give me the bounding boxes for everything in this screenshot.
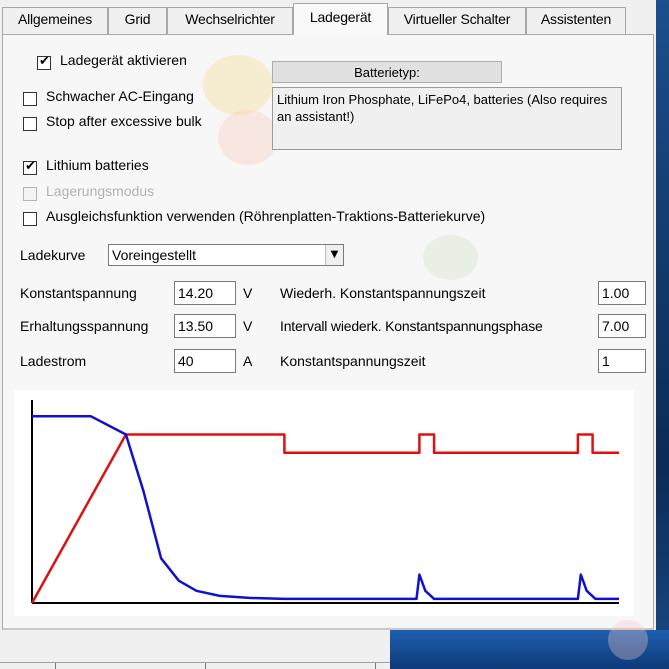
absorption-interval-input[interactable]: 7.00 xyxy=(598,314,646,338)
param-label-float-voltage: Erhaltungsspannung xyxy=(20,318,149,334)
voltage-curve-line xyxy=(32,435,619,604)
charge-curve-chart xyxy=(14,390,634,616)
float-voltage-input[interactable]: 13.50 xyxy=(174,314,236,338)
tab-wechselrichter[interactable]: Wechselrichter xyxy=(167,7,293,34)
param-label-absorption-interval: Intervall wiederk. Konstantspannungsphase xyxy=(280,318,543,334)
enable-charger-checkbox[interactable] xyxy=(37,56,51,70)
tab-ladegeraet[interactable]: Ladegerät xyxy=(293,3,388,35)
tab-assistenten[interactable]: Assistenten xyxy=(526,7,626,34)
weak-ac-label: Schwacher AC-Eingang xyxy=(46,88,194,104)
stop-bulk-checkbox[interactable] xyxy=(23,117,37,131)
desktop-background xyxy=(656,0,669,669)
lithium-checkbox[interactable] xyxy=(23,161,37,175)
charge-curve-label: Ladekurve xyxy=(20,247,86,263)
watermark-decoration xyxy=(423,235,478,280)
charge-curve-select[interactable] xyxy=(108,244,344,266)
weak-ac-checkbox[interactable] xyxy=(23,92,37,106)
watermark-decoration xyxy=(608,620,648,660)
param-label-absorption-voltage: Konstantspannung xyxy=(20,285,137,301)
charge-curve-value: Voreingestellt xyxy=(112,247,197,263)
storage-mode-checkbox xyxy=(23,187,37,201)
taskbar-strip xyxy=(0,630,669,669)
param-label-charge-current: Ladestrom xyxy=(20,353,87,369)
tab-grid[interactable]: Grid xyxy=(108,7,167,34)
unit-label: V xyxy=(243,285,253,301)
stop-bulk-label: Stop after excessive bulk xyxy=(46,113,202,129)
equalize-label: Ausgleichsfunktion verwenden (Röhrenplatten-Traktions-Batteriekurve) xyxy=(46,208,486,224)
enable-charger-label: Ladegerät aktivieren xyxy=(60,52,187,68)
chevron-down-icon[interactable]: ▼ xyxy=(325,245,343,265)
param-label-repeated-absorption-time: Wiederh. Konstantspannungszeit xyxy=(280,285,486,301)
absorption-voltage-input[interactable]: 14.20 xyxy=(174,281,236,305)
lithium-label: Lithium batteries xyxy=(46,157,149,173)
tab-bar xyxy=(0,0,656,34)
watermark-decoration xyxy=(203,55,273,115)
unit-label: V xyxy=(243,318,253,334)
param-label-absorption-time: Konstantspannungszeit xyxy=(280,353,426,369)
repeated-absorption-time-input[interactable]: 1.00 xyxy=(598,281,646,305)
absorption-time-input[interactable]: 1 xyxy=(598,349,646,373)
equalize-checkbox[interactable] xyxy=(23,212,37,226)
watermark-decoration xyxy=(218,110,278,165)
battery-type-description: Lithium Iron Phosphate, LiFePo4, batteries (Also requires an assistant!) xyxy=(272,87,622,150)
charge-current-input[interactable]: 40 xyxy=(174,349,236,373)
battery-type-button[interactable]: Batterietyp: xyxy=(272,61,502,83)
tab-allgemeines[interactable]: Allgemeines xyxy=(2,7,108,34)
storage-mode-label: Lagerungsmodus xyxy=(46,183,155,199)
tab-virtueller-schalter[interactable]: Virtueller Schalter xyxy=(388,7,526,34)
charge-curve-chart-svg xyxy=(14,390,634,616)
unit-label: A xyxy=(243,353,253,369)
